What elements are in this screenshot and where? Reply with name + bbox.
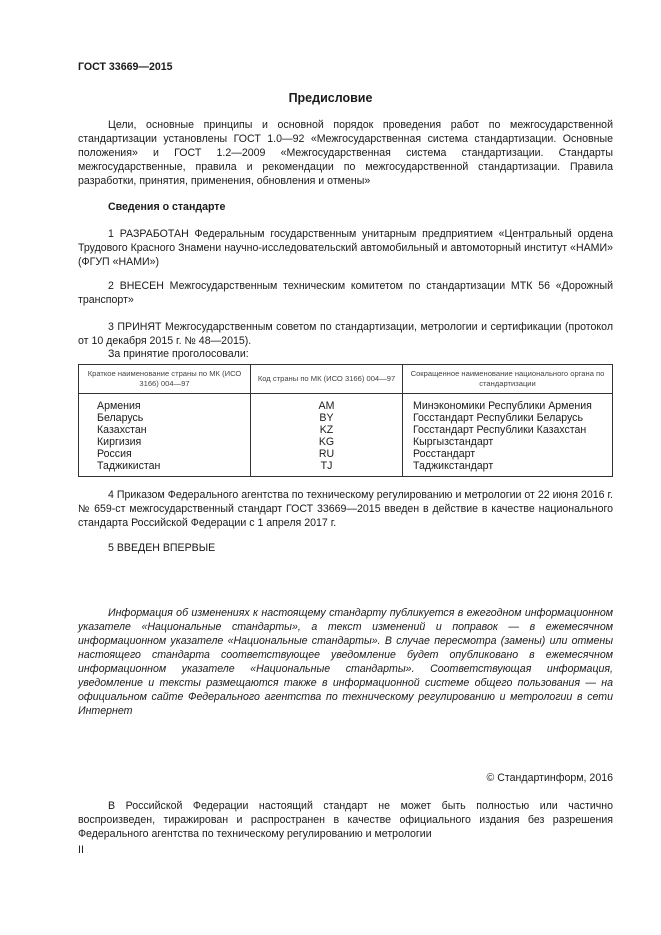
vote-label: За принятие проголосовали: bbox=[108, 348, 249, 360]
table-cell-code: AM bbox=[251, 394, 403, 413]
table-cell-country: Беларусь bbox=[97, 412, 144, 424]
page-title: Предисловие bbox=[288, 91, 373, 105]
page-number: II bbox=[78, 844, 84, 856]
table-cell-country: Россия bbox=[97, 448, 132, 460]
table-cell-authority: Росстандарт bbox=[403, 448, 613, 460]
table-cell-country: Киргизия bbox=[97, 436, 142, 448]
info-notice: Информация об изменениях к настоящему стандарту публикуется в ежегодном информационном указателе «Национальные стандарты», а текст изменений и поправок — в ежемесячном информационном указателе «Национальные стандарты». В случае пересмотра (замены) или отмены настоящего стандарта соответствующее уведомление будет опубликовано в ежемесячном информационном указателе «Национальные стандарты». Соответствующая информация, уведомление и тексты размещаются также в информационной системе общего пользования — на официальном сайте Федерального агентства по техническому регулированию и метрологии в сети Интернет bbox=[78, 607, 613, 717]
table-cell-country: Таджикистан bbox=[97, 460, 161, 472]
table-row bbox=[79, 448, 613, 460]
table-row bbox=[79, 436, 613, 448]
table-header-row bbox=[79, 365, 613, 394]
table-row bbox=[79, 424, 613, 436]
table-cell-country: Казахстан bbox=[97, 424, 147, 436]
copyright-notice: © Стандартинформ, 2016 bbox=[486, 772, 613, 784]
item-2-paragraph: 2 ВНЕСЕН Межгосударственным техническим комитетом по стандартизации МТК 56 «Дорожный транспорт» bbox=[78, 280, 613, 306]
countries-table bbox=[78, 364, 613, 477]
table-cell-authority: Госстандарт Республики Беларусь bbox=[403, 412, 613, 424]
table-header-country: Краткое наименование страны по МК (ИСО 3166) 004—97 bbox=[79, 365, 251, 394]
table-cell-code: KZ bbox=[251, 424, 403, 436]
table-cell-code: BY bbox=[251, 412, 403, 424]
section-subheading: Сведения о стандарте bbox=[108, 201, 226, 213]
document-header: ГОСТ 33669—2015 bbox=[78, 61, 173, 73]
table-header-code: Код страны по МК (ИСО 3166) 004—97 bbox=[251, 365, 403, 394]
table-cell-code: KG bbox=[251, 436, 403, 448]
intro-paragraph: Цели, основные принципы и основной порядок проведения работ по межгосударственной стандартизации установлены ГОСТ 1.0—92 «Межгосударственная система стандартизации. Основные положения» и ГОСТ 1.2—2009 «Межгосударственная система стандартизации. Стандарты межгосударственные, правила и рекомендации по межгосударственной стандартизации. Правила разработки, принятия, применения, обновления и отмены» bbox=[78, 119, 613, 187]
item-4-paragraph: 4 Приказом Федерального агентства по техническому регулированию и метрологии от 22 июня 2016 г. № 659-ст межгосударственный стандарт ГОСТ 33669—2015 введен в действие в качестве национального стандарта Российской Федерации с 1 апреля 2017 г. bbox=[78, 489, 613, 529]
reproduction-notice: В Российской Федерации настоящий стандарт не может быть полностью или частично воспроизведен, тиражирован и распространен в качестве официального издания без разрешения Федерального агентства по техническому регулированию и метрологии bbox=[78, 800, 613, 840]
item-1-paragraph: 1 РАЗРАБОТАН Федеральным государственным унитарным предприятием «Центральный ордена Трудового Красного Знамени научно-исследовательский автомобильный и автомоторный институт «НАМИ» (ФГУП «НАМИ») bbox=[78, 228, 613, 268]
item-5-paragraph: 5 ВВЕДЕН ВПЕРВЫЕ bbox=[108, 542, 216, 554]
table-cell-authority: Кыргызстандарт bbox=[403, 436, 613, 448]
table-row bbox=[79, 412, 613, 424]
table-cell-country: Армения bbox=[97, 400, 141, 412]
table-cell-authority: Таджикстандарт bbox=[403, 460, 613, 477]
table-row bbox=[79, 394, 613, 413]
table-cell-authority: Минэкономики Республики Армения bbox=[403, 394, 613, 413]
table-cell-code: RU bbox=[251, 448, 403, 460]
table-cell-authority: Госстандарт Республики Казахстан bbox=[403, 424, 613, 436]
item-3-paragraph: 3 ПРИНЯТ Межгосударственным советом по стандартизации, метрологии и сертификации (протокол от 10 декабря 2015 г. № 48—2015). bbox=[78, 321, 613, 347]
table-row bbox=[79, 460, 613, 477]
table-cell-code: TJ bbox=[251, 460, 403, 477]
table-header-authority: Сокращенное наименование национального органа по стандартизации bbox=[403, 365, 613, 394]
